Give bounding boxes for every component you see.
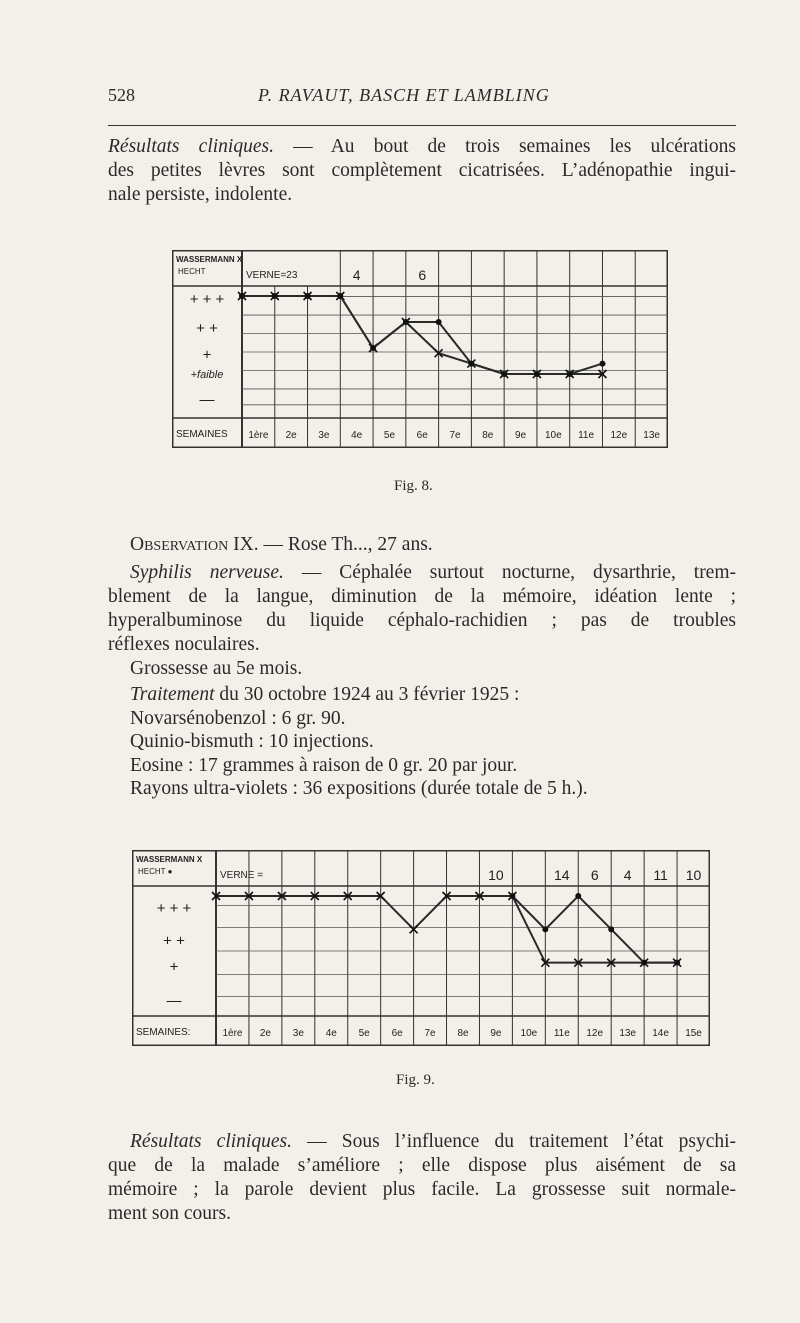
- syphilis-paragraph: [108, 561, 736, 681]
- verne-value: 6: [590, 867, 599, 883]
- week-tick-label: 11e: [553, 1028, 570, 1039]
- para1-line: Résultats cliniques. — Au bout de trois semaines les ulcérations: [108, 136, 737, 157]
- figure-8-caption: Fig. 8.: [394, 478, 433, 494]
- para2-line: blement de la langue, diminution de la mémoire, idéation lente ;: [108, 586, 736, 607]
- hecht-point: [509, 893, 515, 899]
- hecht-point: [608, 926, 614, 932]
- hecht-point: [575, 893, 581, 899]
- week-tick-label: 6e: [391, 1028, 403, 1039]
- para3-line: ment son cours.: [108, 1203, 231, 1224]
- verne-label: VERNE=23: [246, 270, 298, 281]
- hecht-point: [436, 319, 442, 325]
- y-axis-label: + +: [196, 320, 218, 338]
- treatment-heading: Traitement du 30 octobre 1924 au 3 février 1925 :: [130, 684, 520, 705]
- running-title: P. RAVAUT, BASCH ET LAMBLING: [258, 85, 550, 105]
- para3-line: que de la malade s’améliore ; elle dispose plus aisément de sa: [108, 1155, 736, 1176]
- week-tick-label: 1ère: [248, 430, 269, 441]
- weeks-axis-label: SEMAINES: [176, 429, 228, 440]
- hecht-point: [403, 319, 409, 325]
- hecht-point: [674, 960, 680, 966]
- week-tick-label: 4e: [351, 430, 363, 441]
- weeks-axis-label: SEMAINES:: [136, 1027, 191, 1038]
- verne-value: 11: [653, 867, 668, 883]
- week-tick-label: 5e: [358, 1028, 370, 1039]
- treatment-item: Eosine : 17 grammes à raison de 0 gr. 20 par jour.: [130, 754, 518, 776]
- y-axis-label: —: [166, 992, 182, 1010]
- week-tick-label: 4e: [325, 1028, 337, 1039]
- week-tick-label: 15e: [685, 1028, 702, 1039]
- week-tick-label: 8e: [457, 1028, 469, 1039]
- legend-wassermann: WASSERMANN X: [136, 855, 203, 864]
- treatment-item: Rayons ultra-violets : 36 expositions (durée totale de 5 h.).: [130, 778, 588, 799]
- verne-value: 4: [352, 267, 361, 283]
- para3-lead: Résultats cliniques.: [130, 1131, 292, 1152]
- hecht-point: [534, 371, 540, 377]
- results-paragraph-2: [108, 1130, 736, 1226]
- observation-subject: IX. — Rose Th..., 27 ans.: [233, 534, 433, 555]
- para2-line: Syphilis nerveuse. — Céphalée surtout nocturne, dysarthrie, trem-: [130, 562, 737, 583]
- hecht-point: [641, 960, 647, 966]
- y-axis-label: +: [169, 958, 179, 976]
- week-tick-label: 2e: [259, 1028, 271, 1039]
- week-tick-label: 9e: [490, 1028, 502, 1039]
- observation-label: Observation: [130, 534, 229, 555]
- week-tick-label: 7e: [449, 430, 461, 441]
- verne-value: 14: [554, 867, 570, 883]
- week-tick-label: 10e: [544, 430, 562, 441]
- figure-8-chart: [172, 250, 668, 448]
- page-number: 528: [108, 85, 135, 105]
- hecht-point: [542, 926, 548, 932]
- legend-hecht: HECHT: [178, 267, 206, 276]
- week-tick-label: 3e: [318, 430, 330, 441]
- hecht-point: [501, 371, 507, 377]
- hecht-point: [239, 293, 245, 299]
- hecht-point: [599, 361, 605, 367]
- week-tick-label: 5e: [383, 430, 396, 441]
- week-tick-label: 2e: [285, 430, 297, 441]
- week-tick-label: 9e: [514, 430, 527, 441]
- hecht-line: [512, 896, 677, 963]
- para3-line: Résultats cliniques. — Sous l’influence du traitement l’état psychi-: [130, 1131, 737, 1152]
- treatment-item: Novarsénobenzol : 6 gr. 90.: [130, 707, 346, 729]
- page-header: [108, 85, 736, 115]
- y-axis-label: —: [199, 391, 215, 409]
- week-tick-label: 11e: [578, 430, 595, 441]
- hecht-point: [305, 293, 311, 299]
- results-paragraph-1: [108, 135, 736, 207]
- treatment-item: Quinio-bismuth : 10 injections.: [130, 731, 374, 752]
- hecht-point: [337, 293, 343, 299]
- legend-hecht: HECHT ●: [138, 867, 173, 876]
- y-axis-label: +: [202, 346, 212, 364]
- para2-line: hyperalbuminose du liquide céphalo-rachidien ; pas de troubles: [108, 610, 736, 631]
- hecht-line: [242, 296, 602, 374]
- hecht-point: [370, 345, 376, 351]
- figure-9-caption: Fig. 9.: [396, 1072, 435, 1088]
- para2-line: réflexes noculaires.: [108, 634, 260, 655]
- y-axis-label: + + +: [189, 291, 225, 309]
- verne-value: 10: [488, 867, 504, 883]
- para1-line: des petites lèvres sont complètement cicatrisées. L’adénopathie ingui-: [108, 160, 736, 181]
- y-axis-label: + + +: [156, 900, 192, 918]
- wassermann-line: [242, 296, 602, 374]
- observation-heading: [108, 533, 736, 557]
- para3-line: mémoire ; la parole devient plus facile. La grossesse suit normale-: [108, 1179, 736, 1200]
- y-axis-label: + +: [163, 932, 185, 950]
- figure-9-chart: [132, 850, 710, 1046]
- para1-lead: Résultats cliniques.: [108, 136, 274, 157]
- week-tick-label: 13e: [619, 1028, 637, 1039]
- week-tick-label: 13e: [643, 430, 660, 441]
- week-tick-label: 6e: [416, 430, 428, 441]
- week-tick-label: 3e: [292, 1028, 304, 1039]
- week-tick-label: 10e: [520, 1028, 538, 1039]
- week-tick-label: 7e: [424, 1028, 436, 1039]
- hecht-point: [468, 361, 474, 367]
- week-tick-label: 8e: [482, 430, 494, 441]
- hecht-point: [272, 293, 278, 299]
- para1-line: nale persiste, indolente.: [108, 184, 293, 205]
- hecht-point: [567, 371, 573, 377]
- grossesse-line: Grossesse au 5e mois.: [130, 658, 303, 679]
- y-axis-label: +faible: [190, 369, 224, 382]
- para2-lead: Syphilis nerveuse.: [130, 562, 284, 583]
- verne-label: VERNE =: [220, 870, 264, 881]
- verne-value: 6: [418, 267, 427, 283]
- week-tick-label: 12e: [586, 1028, 604, 1039]
- week-tick-label: 1ère: [222, 1028, 243, 1039]
- legend-wassermann: WASSERMANN X: [176, 255, 243, 264]
- verne-value: 10: [685, 867, 702, 883]
- treatment-block: [130, 683, 740, 801]
- week-tick-label: 14e: [652, 1028, 669, 1039]
- verne-value: 4: [623, 867, 632, 883]
- week-tick-label: 12e: [610, 430, 628, 441]
- header-rule: [108, 125, 736, 126]
